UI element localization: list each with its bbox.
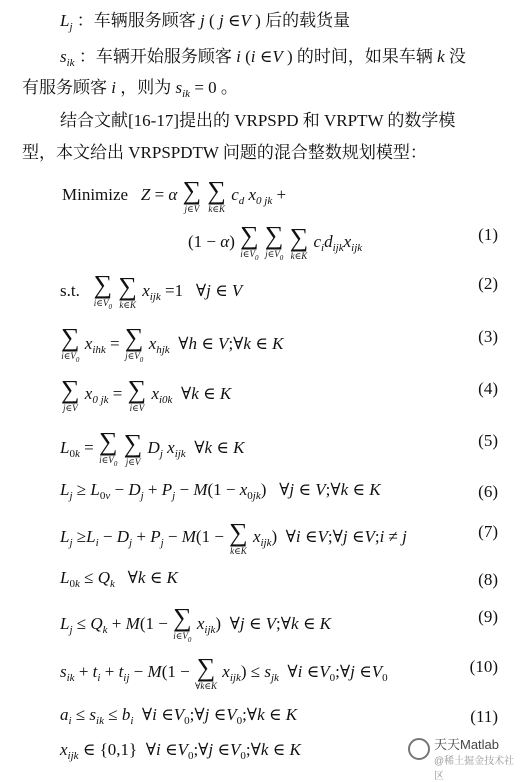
constraint-2: [0, 262, 522, 311]
constraint-4-expression: ∑ j∈V $x_{0 jk}$ = ∑ i∈V $x_{i0k}$ ∀k ∈ K: [61, 375, 232, 413]
constraint-10: [0, 645, 522, 691]
constraint-binary-expression: $x_{ijk}$ ∈ {0,1} ∀i $\in V_0;\forall j$ $\in V_0;\forall k$ ∈ K: [60, 740, 301, 762]
equation-number: (7): [478, 522, 498, 541]
constraint-10-expression: $s_{ik} + t_i + t_{ij} - M(1$ − ∑ ∀k∈K $x_{ijk}) \le s_{jk}$ ∀i $\in V_0;\forall j$ $\in V_0$: [60, 653, 388, 691]
constraint-4: [0, 367, 522, 413]
constraint-6-expression: $L_j \ge L_{0v} - D_j + P_j - M(1 - x_{0jk})$ ∀j ∈ V;∀k ∈ K: [60, 480, 381, 502]
objective-line-1: [0, 168, 522, 214]
equation-number: (3): [478, 327, 498, 346]
constraint-2-expression: s.t. ∑ $i\in V_0$ ∑ k∈K $x_{ijk} =1$ ∀j ∈ V: [60, 270, 243, 311]
equation-number: (10): [469, 657, 498, 676]
objective-line-2: [0, 213, 522, 262]
watermark-title: 天天Matlab: [434, 737, 500, 752]
constraint-3: [0, 315, 522, 364]
equation-number: (8): [478, 570, 498, 589]
constraint-11-expression: $a_i \le s_{ik} \le b_i$ ∀i $\in V_0;\forall j$ $\in V_0;\forall k$ ∈ K: [60, 705, 298, 727]
watermark-subtitle: @稀土掘金技术社区: [434, 756, 515, 782]
definition-Lj: $L_j$ ：车辆服务顾客 j ( j ∈V ) 后的载货量: [60, 11, 351, 33]
watermark: [406, 732, 516, 782]
intro-line-2: 型，本文给出 VRPSPDTW 问题的混合整数规划模型：: [22, 143, 427, 162]
equation-number: (2): [478, 274, 498, 293]
constraint-5: [0, 419, 522, 468]
constraint-5-expression: $L_{0k}$ = ∑ $i\in V_0$ ∑ j∈V $D_j$ $x_{ijk}$ ∀k ∈ K: [60, 427, 245, 468]
definition-sik: $s_{ik}$ ：车辆开始服务顾客 i (i ∈V ) 的时间，如果车辆 k 没: [60, 47, 466, 69]
constraint-7: [0, 510, 522, 556]
watermark-logo-icon: [408, 738, 430, 760]
equation-number: (4): [478, 379, 498, 398]
objective-expression-1: Minimize Z = α ∑ j∈V ∑ k∈K $c_d$ $x_{0 jk}$ +: [62, 176, 287, 214]
constraint-9-expression: $L_j \le Q_k + M(1$ − ∑ $i\in V_0$ $x_{ijk}$) ∀j ∈ V;∀k ∈ K: [60, 603, 332, 644]
equation-number: (11): [470, 707, 498, 726]
constraint-9: [0, 595, 522, 644]
equation-number: (5): [478, 431, 498, 450]
equation-number: (1): [478, 225, 498, 244]
equation-number: (9): [478, 607, 498, 626]
constraint-8-expression: $L_{0k} \le Q_k$ ∀k ∈ K: [60, 568, 178, 590]
equation-number: (6): [478, 482, 498, 501]
objective-expression-2: (1 − α) ∑ $i\in V_0$ ∑ $j\in V_0$ ∑ k∈K $c_id_{ijk}x_{ijk}$: [188, 221, 363, 262]
constraint-7-expression: $L_j \ge L_i - D_j + P_j - M(1$ − ∑ k∈K $x_{ijk}$) ∀i ∈V;∀j ∈V;i ≠ j: [60, 518, 407, 556]
definition-sik-continuation: 有服务顾客 i ，则为 $s_{ik} = 0$ 。: [22, 78, 238, 100]
intro-line-1: 结合文献[16-17]提出的 VRPSPD 和 VRPTW 的数学模: [60, 111, 456, 130]
constraint-3-expression: ∑ $i\in V_0$ $x_{ihk}$ = ∑ $j\in V_0$ $x_{hjk}$ ∀h ∈ V;∀k ∈ K: [61, 323, 284, 364]
